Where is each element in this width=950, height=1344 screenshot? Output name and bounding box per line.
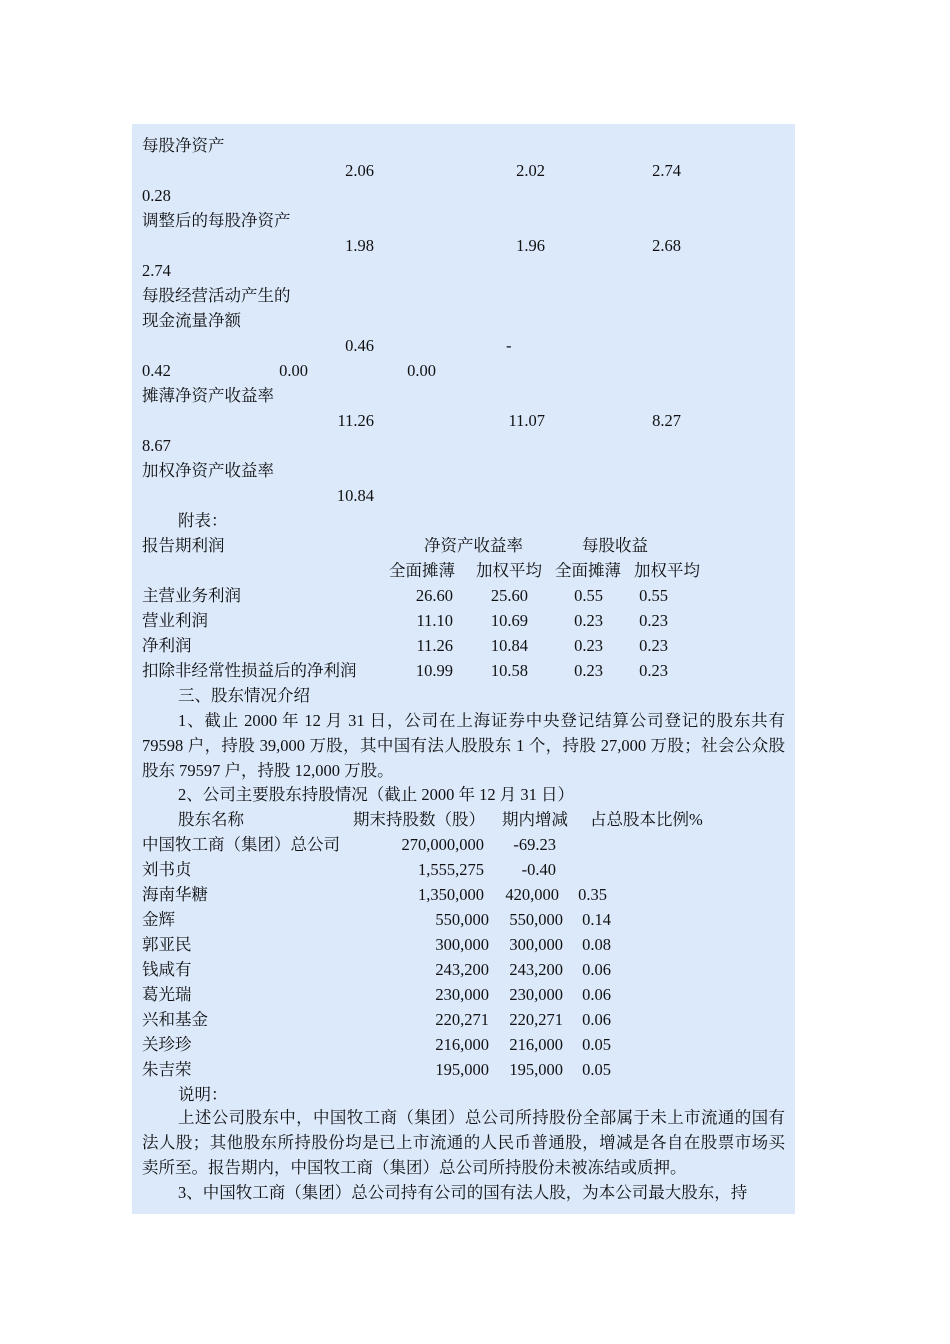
appendix-row-item: 主营业务利润 xyxy=(142,586,241,605)
holder-ratio: 0.14 xyxy=(582,910,611,929)
cashflow-label: 每股经营活动产生的 xyxy=(142,286,291,305)
appendix-cell: 0.23 xyxy=(574,636,603,655)
holder-shares: 216,000 xyxy=(435,1035,489,1054)
holder-name: 海南华糖 xyxy=(142,885,208,904)
roe-diluted-label: 摊薄净资产收益率 xyxy=(142,386,274,405)
appendix-cell: 0.23 xyxy=(639,636,668,655)
appendix-cell: 26.60 xyxy=(415,586,453,605)
holder-change: 220,271 xyxy=(509,1010,563,1029)
holders-col-name: 股东名称 xyxy=(178,810,244,829)
appendix-row-item: 净利润 xyxy=(142,636,192,655)
holder-ratio: 0.08 xyxy=(582,935,611,954)
holder-name: 钱咸有 xyxy=(142,960,192,979)
holder-change: 230,000 xyxy=(509,985,563,1004)
cashflow-label: 现金流量净额 xyxy=(142,311,241,330)
appendix-row-item: 扣除非经常性损益后的净利润 xyxy=(142,661,357,680)
holder-change: 420,000 xyxy=(505,885,559,904)
section-heading: 三、股东情况介绍 xyxy=(178,686,310,705)
appendix-cell: 0.23 xyxy=(639,661,668,680)
cashflow-value: 0.42 xyxy=(142,361,171,380)
holder-change: 300,000 xyxy=(509,935,563,954)
roe-diluted-value: 11.07 xyxy=(508,411,545,430)
holders-col-change: 期内增减 xyxy=(502,810,568,829)
appendix-cell: 25.60 xyxy=(490,586,528,605)
appendix-title: 附表： xyxy=(178,511,228,530)
subsection-heading: 2、公司主要股东持股情况（截止 2000 年 12 月 31 日） xyxy=(178,785,574,804)
holder-ratio: 0.05 xyxy=(582,1060,611,1079)
nav-value: 0.28 xyxy=(142,186,171,205)
appendix-cell: 11.26 xyxy=(416,636,453,655)
nav-value: 2.06 xyxy=(345,161,374,180)
holder-name: 刘书贞 xyxy=(142,860,192,879)
section-paragraph-3: 3、中国牧工商（集团）总公司持有公司的国有法人股，为本公司最大股东，持 xyxy=(178,1183,748,1202)
appendix-subheader: 加权平均 xyxy=(476,561,542,580)
holder-change: 243,200 xyxy=(509,960,563,979)
holder-shares: 243,200 xyxy=(435,960,489,979)
nav-value: 2.74 xyxy=(652,161,681,180)
holders-col-shares: 期末持股数（股） xyxy=(353,810,485,829)
note-title: 说明： xyxy=(178,1085,228,1104)
holder-name: 关珍珍 xyxy=(142,1035,192,1054)
holder-name: 中国牧工商（集团）总公司 xyxy=(142,835,340,854)
cashflow-value: - xyxy=(506,336,512,355)
roe-weighted-value: 10.84 xyxy=(336,486,374,505)
appendix-cell: 0.23 xyxy=(574,661,603,680)
appendix-cell: 10.58 xyxy=(490,661,528,680)
holder-change: 195,000 xyxy=(509,1060,563,1079)
cashflow-value: 0.00 xyxy=(407,361,436,380)
holder-change: -69.23 xyxy=(513,835,556,854)
holder-ratio: 0.35 xyxy=(578,885,607,904)
holder-ratio: 0.06 xyxy=(582,1010,611,1029)
holder-shares: 220,271 xyxy=(435,1010,489,1029)
appendix-col-eps: 每股收益 xyxy=(582,536,648,555)
roe-diluted-value: 8.67 xyxy=(142,436,171,455)
roe-diluted-value: 11.26 xyxy=(337,411,374,430)
appendix-col-roe: 净资产收益率 xyxy=(424,536,523,555)
cashflow-value: 0.46 xyxy=(345,336,374,355)
holder-ratio: 0.06 xyxy=(582,960,611,979)
appendix-cell: 10.99 xyxy=(415,661,453,680)
holder-shares: 270,000,000 xyxy=(401,835,484,854)
appendix-cell: 0.23 xyxy=(574,611,603,630)
roe-weighted-label: 加权净资产收益率 xyxy=(142,461,274,480)
holder-change: 550,000 xyxy=(509,910,563,929)
holder-ratio: 0.05 xyxy=(582,1035,611,1054)
appendix-cell: 11.10 xyxy=(416,611,453,630)
holder-name: 郭亚民 xyxy=(142,935,192,954)
holder-shares: 230,000 xyxy=(435,985,489,1004)
appendix-subheader: 加权平均 xyxy=(634,561,700,580)
appendix-subheader: 全面摊薄 xyxy=(389,561,455,580)
appendix-row-item: 营业利润 xyxy=(142,611,208,630)
holder-name: 金辉 xyxy=(142,910,175,929)
holder-shares: 550,000 xyxy=(435,910,489,929)
appendix-cell: 10.69 xyxy=(490,611,528,630)
nav-label: 每股净资产 xyxy=(142,136,225,155)
appendix-col-item: 报告期利润 xyxy=(142,536,225,555)
adj-nav-value: 1.98 xyxy=(345,236,374,255)
holder-name: 兴和基金 xyxy=(142,1010,208,1029)
adj-nav-value: 1.96 xyxy=(516,236,545,255)
appendix-cell: 0.55 xyxy=(639,586,668,605)
appendix-cell: 0.23 xyxy=(639,611,668,630)
holder-shares: 195,000 xyxy=(435,1060,489,1079)
shareholder-summary-paragraph: 1、截止 2000 年 12 月 31 日，公司在上海证券中央登记结算公司登记的股东共有 79598 户，持股 39,000 万股，其中国有法人股股东 1 个，持股 27,000 万股；社会公众股股东 79597 户，持股 12,000 万股。 xyxy=(142,711,785,780)
holder-ratio: 0.06 xyxy=(582,985,611,1004)
roe-diluted-value: 8.27 xyxy=(652,411,681,430)
appendix-cell: 10.84 xyxy=(490,636,528,655)
holder-change: -0.40 xyxy=(521,860,556,879)
holders-col-ratio: 占总股本比例% xyxy=(590,810,703,829)
holder-name: 葛光瑞 xyxy=(142,985,192,1004)
holder-change: 216,000 xyxy=(509,1035,563,1054)
cashflow-value: 0.00 xyxy=(279,361,308,380)
nav-value: 2.02 xyxy=(516,161,545,180)
appendix-subheader: 全面摊薄 xyxy=(555,561,621,580)
holder-shares: 1,555,275 xyxy=(418,860,484,879)
holder-shares: 1,350,000 xyxy=(418,885,484,904)
adj-nav-label: 调整后的每股净资产 xyxy=(142,211,291,230)
holder-name: 朱吉荣 xyxy=(142,1060,192,1079)
appendix-cell: 0.55 xyxy=(574,586,603,605)
adj-nav-value: 2.68 xyxy=(652,236,681,255)
note-paragraph: 上述公司股东中，中国牧工商（集团）总公司所持股份全部属于未上市流通的国有法人股；其他股东所持股份均是已上市流通的人民币普通股，增减是各自在股票市场买卖所至。报告期内，中国牧工商（集团）总公司所持股份未被冻结或质押。 xyxy=(142,1108,785,1177)
adj-nav-value: 2.74 xyxy=(142,261,171,280)
holder-shares: 300,000 xyxy=(435,935,489,954)
